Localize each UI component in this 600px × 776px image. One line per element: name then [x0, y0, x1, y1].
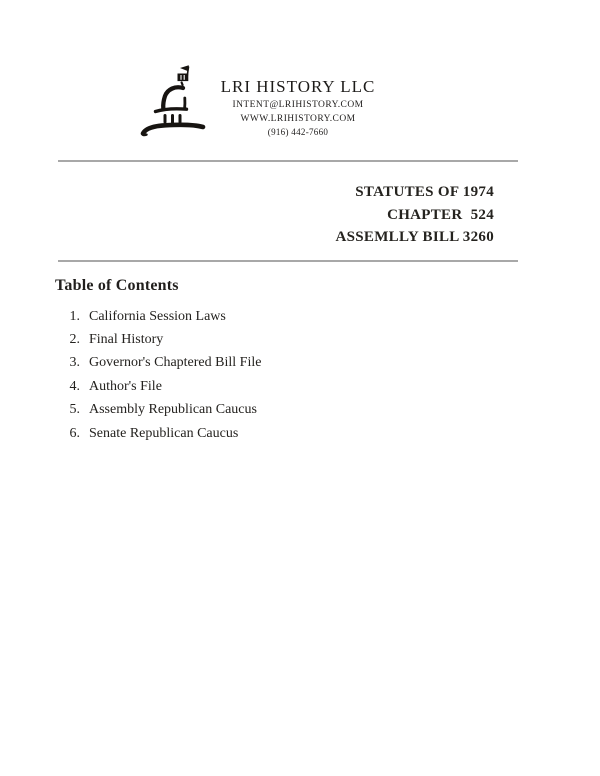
- toc-item-label: Assembly Republican Caucus: [89, 402, 257, 418]
- contact-website: WWW.LRIHISTORY.COM: [240, 114, 356, 124]
- toc-item: [0, 352, 596, 375]
- chapter-line: CHAPTER 524: [387, 206, 494, 223]
- toc-item-number: 2.: [69, 332, 80, 348]
- divider-bottom: [58, 260, 518, 262]
- toc-item: [0, 328, 596, 351]
- toc-item-label: Author's File: [89, 378, 162, 394]
- toc-list: [0, 305, 596, 445]
- toc-item-number: 3.: [69, 355, 80, 371]
- toc-item: [0, 375, 596, 398]
- statutes-line: STATUTES OF 1974: [355, 184, 494, 200]
- toc-item-number: 6.: [69, 425, 80, 441]
- toc-item: [0, 305, 596, 328]
- toc-item-number: 4.: [69, 378, 80, 394]
- toc-heading: Table of Contents: [55, 277, 179, 294]
- toc-item-number: 5.: [69, 402, 80, 418]
- contact-phone: (916) 442-7660: [267, 127, 329, 137]
- toc-item: [0, 422, 596, 445]
- statute-reference-block: [335, 181, 494, 249]
- contact-email: INTENT@LRIHISTORY.COM: [232, 100, 364, 110]
- toc-item-label: Final History: [89, 332, 164, 348]
- bill-line: ASSEMLLY BILL 3260: [335, 229, 494, 245]
- company-name: LRI HISTORY LLC: [220, 77, 376, 96]
- toc-item: [0, 399, 596, 422]
- toc-item-label: Governor's Chaptered Bill File: [89, 355, 262, 371]
- divider-top: [58, 160, 518, 162]
- toc-item-label: Senate Republican Caucus: [89, 425, 239, 441]
- toc-item-number: 1.: [69, 308, 80, 324]
- toc-item-label: California Session Laws: [89, 308, 226, 324]
